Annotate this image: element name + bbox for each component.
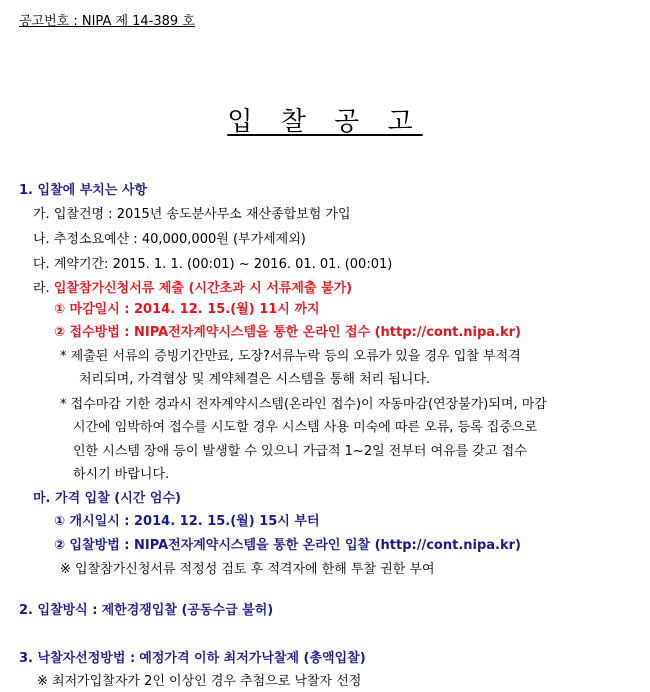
item-ra-prefix: 라. [33,281,50,296]
section2-value: 제한경쟁입찰 (공동수급 불허) [101,603,274,618]
ra-note2-line1: * 접수마감 기한 경과시 전자계약시스템(온라인 접수)이 자동마감(연장불가)되며, 마감 [60,397,547,412]
item-ga: 가. 입찰건명 : 2015년 송도분사무소 재산종합보험 가입 [33,207,351,222]
section3-value: 예정가격 이하 최저가낙찰제 (총액입찰) [139,651,366,666]
ra-note1-line1: * 제출된 서류의 증빙기간만료, 도장?서류누락 등의 오류가 있을 경우 입찰 부적격 [60,349,521,364]
ma-start-time: ① 개시일시 : 2014. 12. 15.(월) 15시 부터 [54,514,320,529]
page-title: 입 찰 공 고 [227,107,423,137]
section3-heading: 3. 낙찰자선정방법 : [19,651,136,666]
section3 [19,651,366,667]
item-na: 나. 추정소요예산 : 40,000,000원 (부가세제외) [33,232,306,247]
ra-note2-line3: 인한 시스템 장애 등이 발생할 수 있으니 가급적 1~2일 전부터 여유를 갖고 접수 [73,444,527,459]
item-da: 다. 계약기간: 2015. 1. 1. (00:01) ~ 2016. 01. 01. (00:01) [33,257,393,272]
ra-note2-line4: 하시기 바랍니다. [73,467,170,482]
ra-note2-line2: 시간에 임박하여 접수를 시도할 경우 시스템 사용 미숙에 따른 오류, 등록 집중으로 [73,420,538,435]
section2-heading: 2. 입찰방식 : [19,603,98,618]
ra-deadline: ① 마감일시 : 2014. 12. 15.(월) 11시 까지 [54,302,320,317]
ma-bid-method: ② 입찰방법 : NIPA전자계약시스템을 통한 온라인 입찰 (http://cont.nipa.kr) [54,538,521,553]
notice-number: 공고번호 : NIPA 제 14-389 호 [19,14,195,29]
ma-note: ※ 입찰참가신청서류 적정성 검토 후 적격자에 한해 투찰 권한 부여 [60,562,435,577]
ra-submit-method: ② 접수방법 : NIPA전자계약시스템을 통한 온라인 접수 (http://cont.nipa.kr) [54,325,521,340]
ra-note1-line2: 처리되며, 가격협상 및 계약체결은 시스템을 통해 처리 됩니다. [79,372,431,387]
item-ra-text: 입찰참가신청서류 제출 (시간초과 시 서류제출 불가) [53,281,353,296]
item-ra [33,281,352,297]
item-ma: 마. 가격 입찰 (시간 엄수) [33,491,181,506]
section3-note: ※ 최저가입찰자가 2인 이상인 경우 추첨으로 낙찰자 선정 [37,674,362,689]
section2 [19,603,273,619]
section1-heading: 1. 입찰에 부치는 사항 [19,183,148,198]
